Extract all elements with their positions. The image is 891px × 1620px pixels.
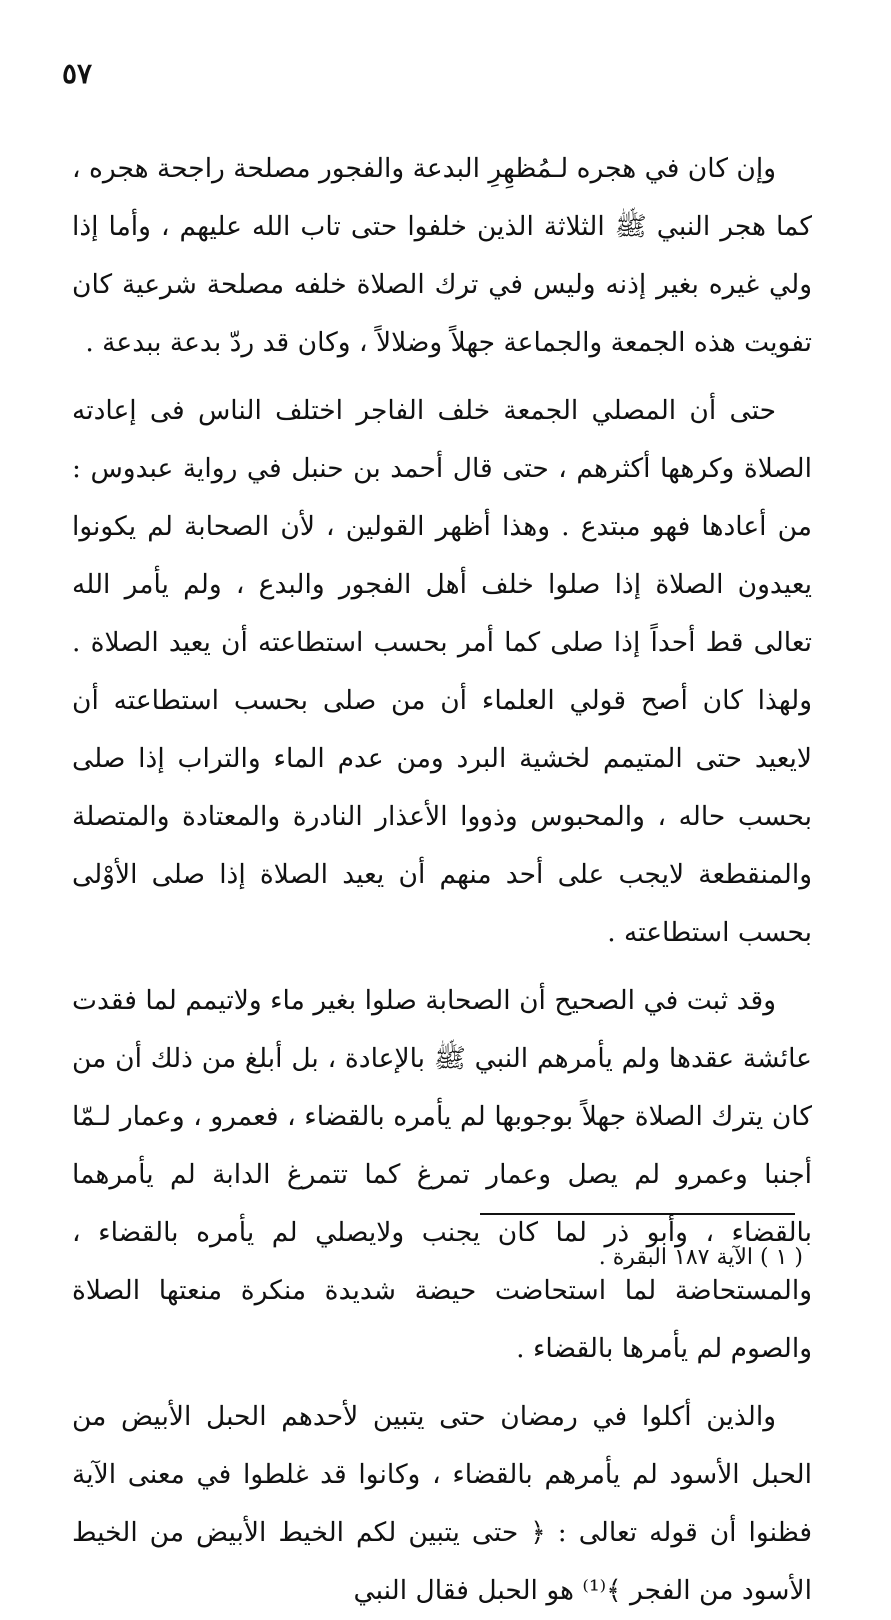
body-text [72, 140, 812, 1620]
page-number: ٥٧ [62, 57, 93, 90]
paragraph-1: وإن كان في هجره لـمُظهِرِ البدعة والفجور مصلحة راجحة هجره ، كما هجر النبي ﷺ الثلاثة الذين خلفوا حتى تاب الله عليهم ، وأما إذا ولي غيره بغير إذنه وليس في ترك الصلاة خلفه مصلحة شرعية كان تفويت هذه الجمعة والجماعة جهلاً وضلالاً ، وكان قد ردّ بدعة ببدعة . [72, 153, 812, 358]
paragraph-3: وقد ثبت في الصحيح أن الصحابة صلوا بغير ماء ولاتيمم لما فقدت عائشة عقدها ولم يأمرهم النبي ﷺ بالإعادة ، بل أبلغ من ذلك أن من كان يترك الصلاة جهلاً بوجوبها لم يأمره بالقضاء ، فعمرو ، وعمار لـمّا أجنبا وعمرو لم يصل وعمار تمرغ كما تتمرغ الدابة لم يأمرهما بالقضاء ، وأبو ذر لما كان يجنب ولايصلي لم يأمره بالقضاء ، والمستحاضة لما استحاضت حيضة شديدة منكرة منعتها الصلاة والصوم لم يأمرها بالقضاء . [72, 985, 812, 1364]
paragraph-4: والذين أكلوا في رمضان حتى يتبين لأحدهم الحبل الأبيض من الحبل الأسود لم يأمرهم بالقضاء ، وكانوا قد غلطوا في معنى الآية فظنوا أن قوله تعالى : ﴿ حتى يتبين لكم الخيط الأبيض من الخيط الأسود من الفجر ﴾⁽¹⁾ هو الحبل فقال النبي [72, 1401, 812, 1606]
footnote: ( ١ ) الآية ١٨٧ البقرة . [598, 1245, 803, 1270]
paragraph-2: حتى أن المصلي الجمعة خلف الفاجر اختلف الناس فى إعادته الصلاة وكرهها أكثرهم ، حتى قال أحمد بن حنبل في رواية عبدوس : من أعادها فهو مبتدع . وهذا أظهر القولين ، لأن الصحابة لم يكونوا يعيدون الصلاة إذا صلوا خلف أهل الفجور والبدع ، ولم يأمر الله تعالى قط أحداً إذا صلى كما أمر بحسب استطاعته أن يعيد الصلاة . ولهذا كان أصح قولي العلماء أن من صلى بحسب استطاعته أن لايعيد حتى المتيمم لخشية البرد ومن عدم الماء والتراب إذا صلى بحسب حاله ، والمحبوس وذووا الأعذار النادرة والمعتادة والمتصلة والمنقطعة لايجب على أحد منهم أن يعيد الصلاة إذا صلى الأوْلى بحسب استطاعته . [72, 395, 812, 948]
footnote-divider [480, 1213, 795, 1215]
